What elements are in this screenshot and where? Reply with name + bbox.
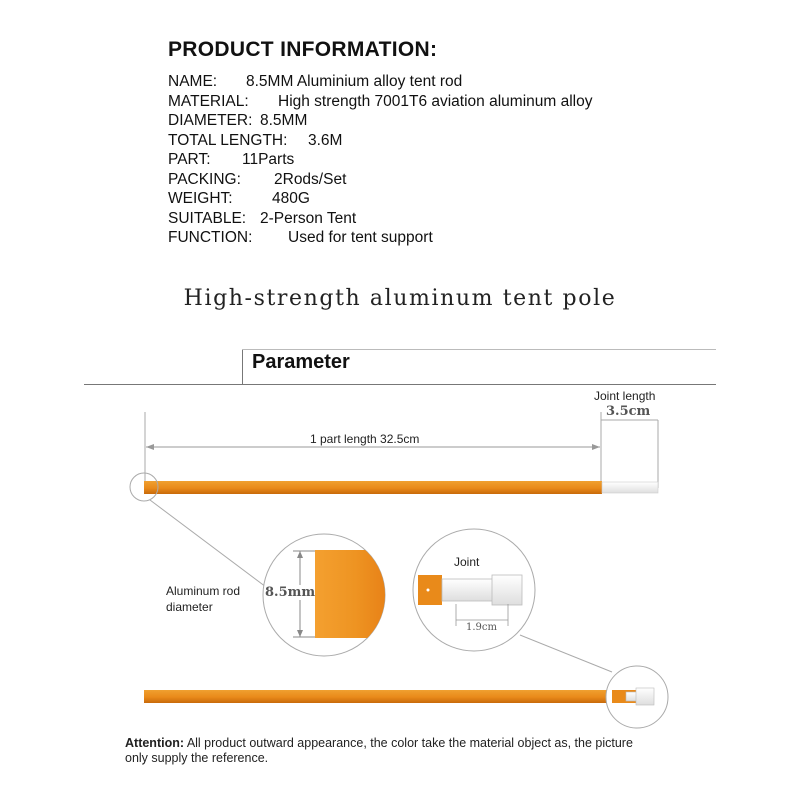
rod-cross-section bbox=[315, 550, 395, 638]
spec-value: 2-Person Tent bbox=[260, 209, 357, 227]
rod-diameter-value: 8.5mm bbox=[265, 585, 316, 600]
part-length-label: 1 part length 32.5cm bbox=[310, 432, 420, 446]
rod-diameter-label-line2: diameter bbox=[166, 600, 213, 614]
rod-diameter-label-line1: Aluminum rod bbox=[166, 584, 241, 598]
spec-label: WEIGHT: bbox=[168, 190, 233, 207]
joint-rod-end bbox=[418, 575, 442, 605]
spec-label: PACKING: bbox=[168, 170, 241, 188]
spec-label: PART: bbox=[168, 151, 211, 168]
attention-label: Attention: bbox=[125, 736, 185, 750]
spec-value: Used for tent support bbox=[288, 229, 433, 246]
spec-label: NAME: bbox=[168, 73, 218, 90]
spec-label: SUITABLE: bbox=[168, 209, 247, 227]
right-zoom-connector bbox=[520, 635, 612, 672]
spec-value: 8.5MM bbox=[260, 112, 308, 129]
joint-label: Joint bbox=[454, 555, 480, 569]
spec-value: 3.6M bbox=[308, 131, 343, 149]
spec-label: FUNCTION: bbox=[168, 229, 253, 246]
attention-text-line2: only supply the reference. bbox=[125, 751, 269, 765]
tent-rod-bottom bbox=[144, 690, 612, 703]
rod-joint-top bbox=[602, 482, 658, 493]
left-zoom-connector bbox=[150, 500, 270, 590]
joint-length-value: 3.5cm bbox=[606, 404, 651, 419]
product-heading: High-strength aluminum tent pole bbox=[183, 286, 617, 311]
spec-value: 11Parts bbox=[242, 151, 295, 168]
joint-inner-value: 1.9cm bbox=[466, 622, 497, 633]
spec-label: MATERIAL: bbox=[168, 92, 249, 110]
joint-length-dimension bbox=[601, 412, 658, 488]
spec-value: 2Rods/Set bbox=[274, 170, 347, 188]
attention-text-line1: All product outward appearance, the color take the material object as, the picture bbox=[186, 736, 633, 750]
parameter-title: Parameter bbox=[252, 351, 350, 373]
spec-label: TOTAL LENGTH: bbox=[168, 131, 288, 149]
tent-rod-top bbox=[144, 481, 602, 494]
attention-note bbox=[125, 736, 685, 766]
spec-value: High strength 7001T6 aviation aluminum alloy bbox=[278, 92, 593, 110]
spec-label: DIAMETER: bbox=[168, 112, 253, 129]
joint-length-label: Joint length bbox=[594, 389, 656, 403]
product-info-title: PRODUCT INFORMATION: bbox=[168, 38, 438, 61]
part-length-dimension bbox=[145, 412, 601, 488]
spec-value: 480G bbox=[272, 190, 310, 207]
spec-value: 8.5MM Aluminium alloy tent rod bbox=[246, 73, 463, 90]
joint-sleeve bbox=[442, 579, 494, 601]
